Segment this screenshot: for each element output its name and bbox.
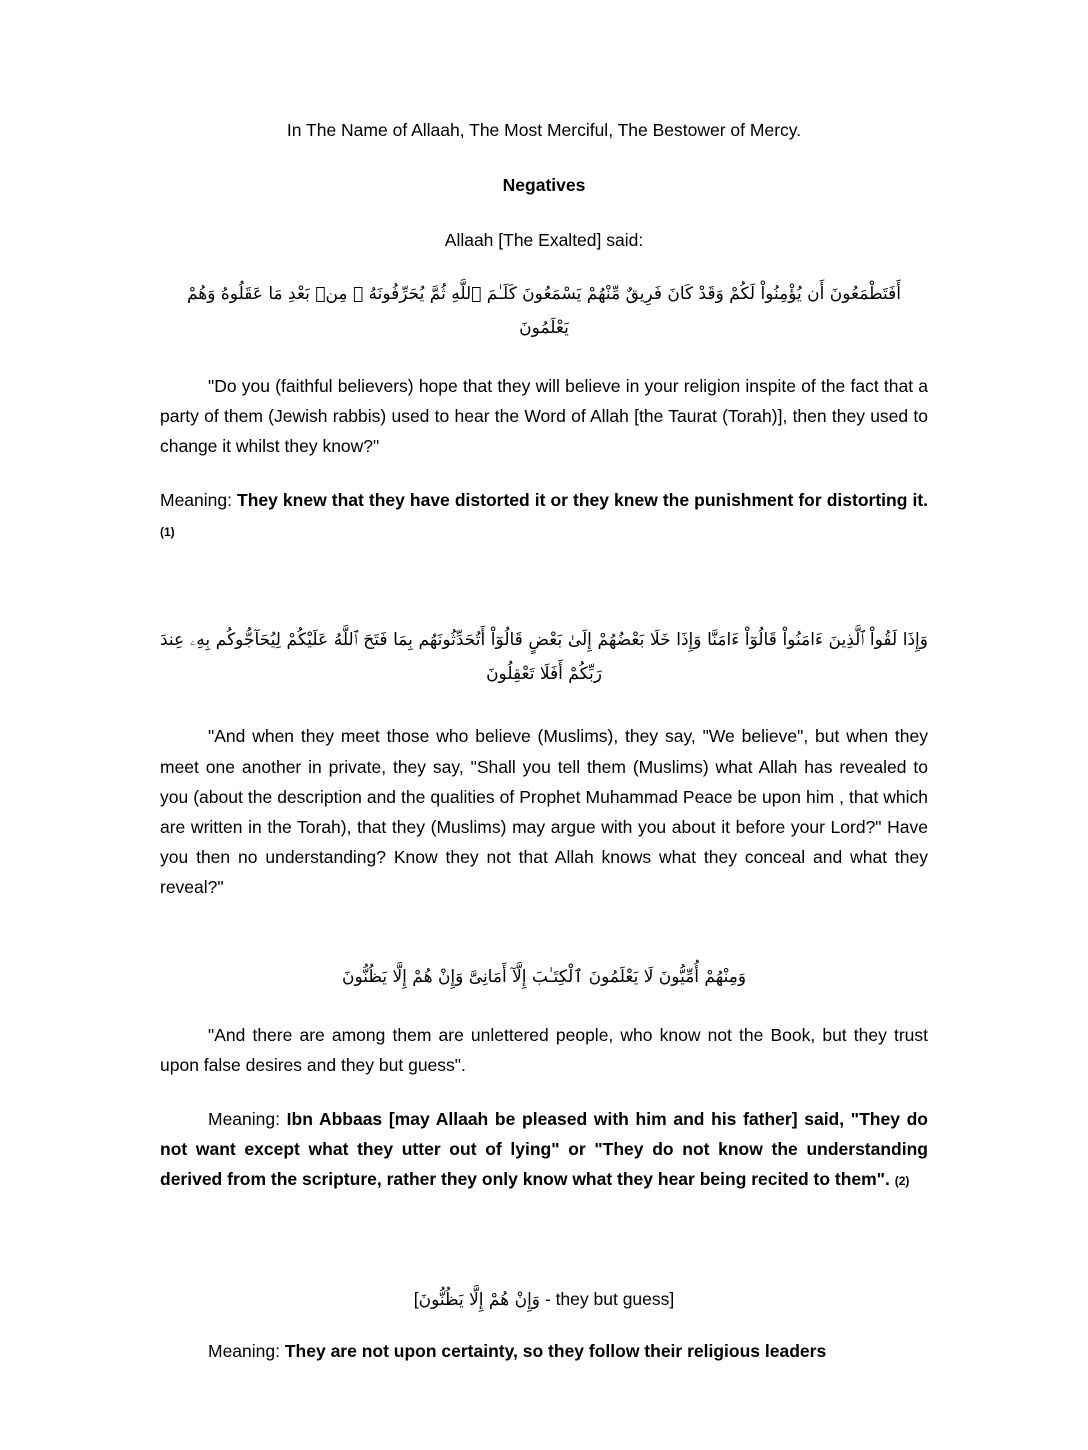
arabic-gloss-term: وَإِنْ هُمْ إِلَّا يَظُنُّونَ bbox=[418, 1289, 541, 1310]
attribution-line: Allaah [The Exalted] said: bbox=[444, 230, 644, 250]
meaning-3-body: They are not upon certainty, so they follow their religious leaders bbox=[284, 1340, 827, 1361]
meaning-1-label: Meaning: bbox=[160, 490, 238, 511]
quran-verse-3-arabic: وَمِنْهُمْ أُمِّيُّونَ لَا يَعْلَمُونَ ٱلْكِتَـٰبَ إِلَّآ أَمَانِىَّ وَإِنْ هُمْ إِلَّا يَظُنُّونَ bbox=[341, 967, 747, 988]
page-title: Negatives bbox=[502, 175, 586, 195]
spacer bbox=[160, 1219, 928, 1289]
quran-verse-1-arabic: أَفَتَطْمَعُونَ أَن يُؤْمِنُواْ لَكُمْ وَقَدْ كَانَ فَرِيقٌ مِّنْهُمْ يَسْمَعُونَ كَلَـٰمَ ٱللَّهِ ثُمَّ يُحَرِّفُونَهُ ۥ مِنۢ بَعْدِ مَا عَقَلُوهُ وَهُمْ يَعْلَمُونَ bbox=[186, 284, 901, 338]
meaning-2 bbox=[160, 1104, 928, 1194]
spacer bbox=[160, 569, 928, 623]
arabic-gloss-line bbox=[160, 1289, 928, 1310]
quran-verse-1-translation: "Do you (faithful believers) hope that they will believe in your religion inspite of the fact that a party of them (Jewish rabbis) used to hear the Word of Allah [the Taurat (Torah)], then they used to change it whilst they know?" bbox=[160, 376, 928, 457]
meaning-2-body: Ibn Abbaas [may Allaah be pleased with him and his father] said, "They do not want except what they utter out of lying" or "They do not know the understanding derived from the scripture, rather they only know what they hear being recited to them". bbox=[160, 1109, 928, 1190]
meaning-1-body: They knew that they have distorted it or they knew the punishment for distorting it. bbox=[237, 490, 929, 511]
meaning-2-label: Meaning: bbox=[208, 1109, 287, 1130]
quran-verse-2-translation: "And when they meet those who believe (Muslims), they say, "We believe", but when they meet one another in private, they say, "Shall you tell them (Muslims) what Allah has revealed to you (about the description and the qualities of Prophet Muhammad Peace be upon him , that which are written in the Torah), that they (Muslims) may argue with you about it before your Lord?" Have you then no understanding? Know they not that Allah knows what they conceal and what they reveal?" bbox=[160, 726, 928, 897]
bracket-open: [ bbox=[413, 1288, 419, 1309]
spacer bbox=[160, 926, 928, 960]
meaning-1 bbox=[160, 485, 928, 545]
quran-verse-2-arabic: وَإِذَا لَقُواْ ٱلَّذِينَ ءَامَنُواْ قَالُوٓاْ ءَامَنَّا وَإِذَا خَلَا بَعْضُهُمْ إِلَىٰ بَعْضٍ قَالُوٓاْ أَتُحَدِّثُونَهُم بِمَا فَتَحَ ٱللَّهُ عَلَيْكُمْ لِيُحَآجُّوكُم بِهِۦ عِندَ رَبِّكُمْ أَفَلَا تَعْقِلُونَ bbox=[160, 630, 928, 685]
meaning-3-label: Meaning: bbox=[208, 1340, 285, 1361]
bismillah-line: In The Name of Allaah, The Most Merciful, The Bestower of Mercy. bbox=[286, 120, 802, 140]
arabic-gloss-text: - they but guess] bbox=[540, 1288, 675, 1309]
meaning-3 bbox=[160, 1336, 928, 1366]
footnote-marker-1: (1) bbox=[160, 525, 175, 540]
quran-verse-3-translation: "And there are among them are unlettered people, who know not the Book, but they trust upon false desires and they but guess". bbox=[160, 1025, 928, 1076]
footnote-marker-2: (2) bbox=[894, 1174, 910, 1189]
